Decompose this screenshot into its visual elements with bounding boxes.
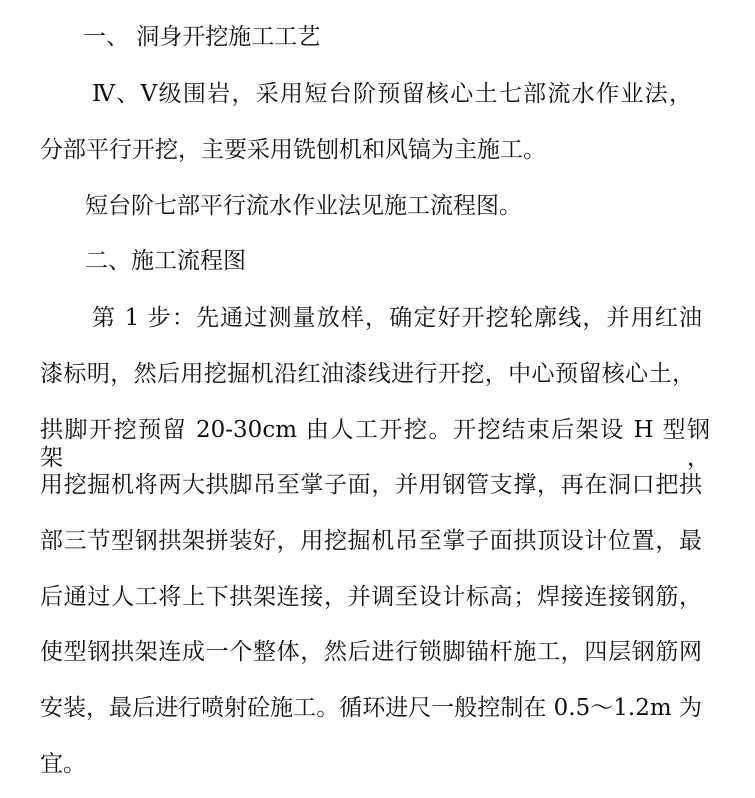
section-heading-2: 二、施工流程图 — [85, 248, 246, 274]
paragraph-line: 后通过人工将上下拱架连接，并调至设计标高；焊接连接钢筋， — [40, 584, 702, 610]
paragraph-line: 使型钢拱架连成一个整体，然后进行锁脚锚杆施工，四层钢筋网 — [40, 639, 702, 665]
paragraph-line: 部三节型钢拱架拼装好，用挖掘机吊至掌子面拱顶设计位置，最 — [40, 528, 702, 554]
paragraph-line: 漆标明，然后用挖掘机沿红油漆线进行开挖，中心预留核心土， — [40, 361, 695, 387]
paragraph-line: 第 1 步：先通过测量放样，确定好开挖轮廓线，并用红油 — [92, 305, 702, 331]
paragraph-line: 用挖掘机将两大拱脚吊至掌子面，并用钢管支撑，再在洞口把拱 — [40, 472, 702, 498]
section-heading-1: 一、 洞身开挖施工工艺 — [83, 24, 321, 50]
paragraph-line: Ⅳ、Ⅴ级围岩，采用短台阶预留核心土七部流水作业法， — [92, 81, 692, 107]
paragraph-line: 短台阶七部平行流水作业法见施工流程图。 — [85, 193, 522, 219]
paragraph-line: 拱脚开挖预留 20-30cm 由人工开挖。开挖结束后架设 H 型钢架， — [40, 417, 710, 471]
paragraph-line: 安装，最后进行喷射砼施工。循环进尺一般控制在 0.5～1.2m 为 — [40, 695, 702, 721]
paragraph-line: 宜。 — [40, 751, 86, 777]
paragraph-line: 分部平行开挖，主要采用铣刨机和风镐为主施工。 — [40, 137, 546, 163]
